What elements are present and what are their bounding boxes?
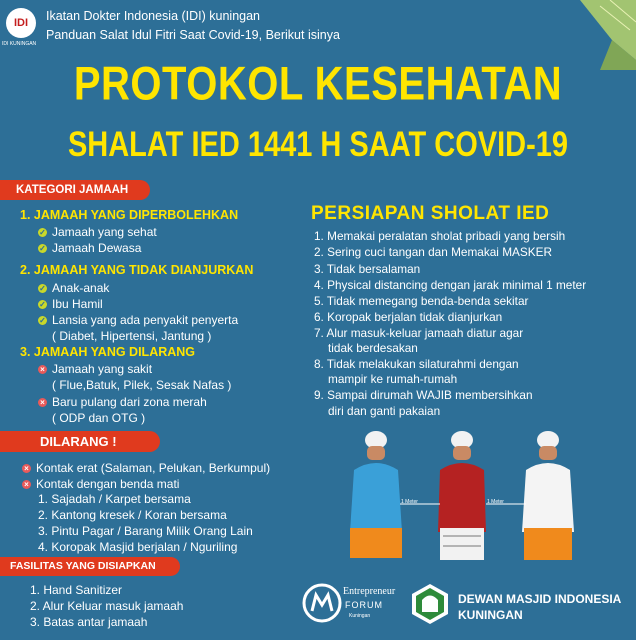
list-item: × Kontak erat (Salaman, Pelukan, Berkumpul) <box>22 461 270 475</box>
person-icon <box>438 431 486 560</box>
kategori-label: KATEGORI JAMAAH <box>16 184 129 196</box>
main-title: PROTOKOL KESEHATAN <box>73 58 563 110</box>
kategori-sec2-title: 2. JAMAAH YANG TIDAK DIANJURKAN <box>20 263 254 277</box>
header-line-2: Panduan Salat Idul Fitri Saat Covid-19, Berikut isinya <box>46 28 340 42</box>
persiapan-item: 1. Memakai peralatan sholat pribadi yang bersih <box>314 229 566 243</box>
kategori-sec1-title: 1. JAMAAH YANG DIPERBOLEHKAN <box>20 208 239 222</box>
distance-label: 1 Meter <box>401 499 418 505</box>
persiapan-item: diri dan ganti pakaian <box>328 404 441 418</box>
idi-logo <box>6 8 36 38</box>
cross-icon: × <box>38 365 47 374</box>
dmi-logo <box>408 582 452 626</box>
list-item: 1. Hand Sanitizer <box>30 583 123 597</box>
forum-name-1: Entrepreneur <box>343 586 396 597</box>
list-item-sub: ( Diabet, Hipertensi, Jantung ) <box>52 329 212 343</box>
idi-logo-caption: IDI KUNINGAN <box>2 41 37 47</box>
kategori-sec3-title: 3. JAMAAH YANG DILARANG <box>20 345 196 359</box>
dilarang-label-pill <box>0 431 160 452</box>
list-item: 3. Batas antar jamaah <box>30 615 148 629</box>
fasilitas-label-pill <box>0 557 180 576</box>
persiapan-item: 2. Sering cuci tangan dan Memakai MASKER <box>314 245 553 259</box>
persiapan-item: mampir ke rumah-rumah <box>328 372 458 386</box>
list-item: ✓ Jamaah Dewasa <box>39 241 142 255</box>
persiapan-item: tidak berdesakan <box>328 341 418 355</box>
persiapan-item: 8. Tidak melakukan silaturahmi dengan <box>314 357 519 371</box>
distance-label: 1 Meter <box>487 499 504 505</box>
header-line-1: Ikatan Dokter Indonesia (IDI) kuningan <box>46 9 261 23</box>
list-item: × Kontak dengan benda mati <box>22 477 179 491</box>
persiapan-item: 4. Physical distancing dengan jarak minimal 1 meter <box>314 278 587 292</box>
persiapan-item: 5. Tidak memegang benda-benda sekitar <box>314 294 529 308</box>
persiapan-item: 3. Tidak bersalaman <box>314 262 421 276</box>
cross-icon: × <box>22 480 31 489</box>
social-distancing-illustration <box>340 428 590 568</box>
forum-name-3: Kuningan <box>349 613 371 619</box>
list-item: × Baru pulang dari zona merah <box>38 395 207 409</box>
persiapan-item: 9. Sampai dirumah WAJIB membersihkan <box>314 388 533 402</box>
dmi-name: DEWAN MASJID INDONESIA <box>458 592 622 606</box>
kategori-label-pill <box>0 180 150 200</box>
list-item-sub: 3. Pintu Pagar / Barang Milik Orang Lain <box>38 524 253 538</box>
fasilitas-label: FASILITAS YANG DISIAPKAN <box>10 560 156 572</box>
persiapan-title: PERSIAPAN SHOLAT IED <box>311 203 550 224</box>
list-item-sub: ( ODP dan OTG ) <box>52 411 146 425</box>
person-icon <box>350 431 402 558</box>
person-icon <box>522 431 574 560</box>
forum-name-2: FORUM <box>345 600 383 610</box>
list-item-sub: 4. Koropak Masjid berjalan / Nguriling <box>38 540 238 554</box>
list-item: ✓ Jamaah yang sehat <box>39 225 157 239</box>
cross-icon: × <box>38 398 47 407</box>
dmi-region: KUNINGAN <box>458 608 523 622</box>
check-icon: ✓ <box>39 228 46 238</box>
list-item-sub: 2. Kantong kresek / Koran bersama <box>38 508 227 522</box>
check-icon: ✓ <box>39 244 46 254</box>
list-item: ✓ Anak-anak <box>39 281 110 295</box>
cross-icon: × <box>22 464 31 473</box>
dilarang-label: DILARANG ! <box>40 434 117 449</box>
idi-logo-text: IDI <box>13 17 29 29</box>
list-item: ✓ Ibu Hamil <box>39 297 103 311</box>
persiapan-item: 6. Koropak berjalan tidak dianjurkan <box>314 310 503 324</box>
list-item-sub: 1. Sajadah / Karpet bersama <box>38 492 191 506</box>
persiapan-item: 7. Alur masuk-keluar jamaah diatur agar <box>314 326 524 340</box>
list-item: 2. Alur Keluar masuk jamaah <box>30 599 184 613</box>
check-icon: ✓ <box>39 284 46 294</box>
list-item-sub: ( Flue,Batuk, Pilek, Sesak Nafas ) <box>52 378 232 392</box>
list-item: ✓ Lansia yang ada penyakit penyerta <box>39 313 239 327</box>
check-icon: ✓ <box>39 300 46 310</box>
check-icon: ✓ <box>39 316 46 326</box>
entrepreneur-forum-logo <box>302 583 342 623</box>
sub-title: SHALAT IED 1441 H SAAT COVID-19 <box>67 126 569 165</box>
list-item: × Jamaah yang sakit <box>38 362 152 376</box>
